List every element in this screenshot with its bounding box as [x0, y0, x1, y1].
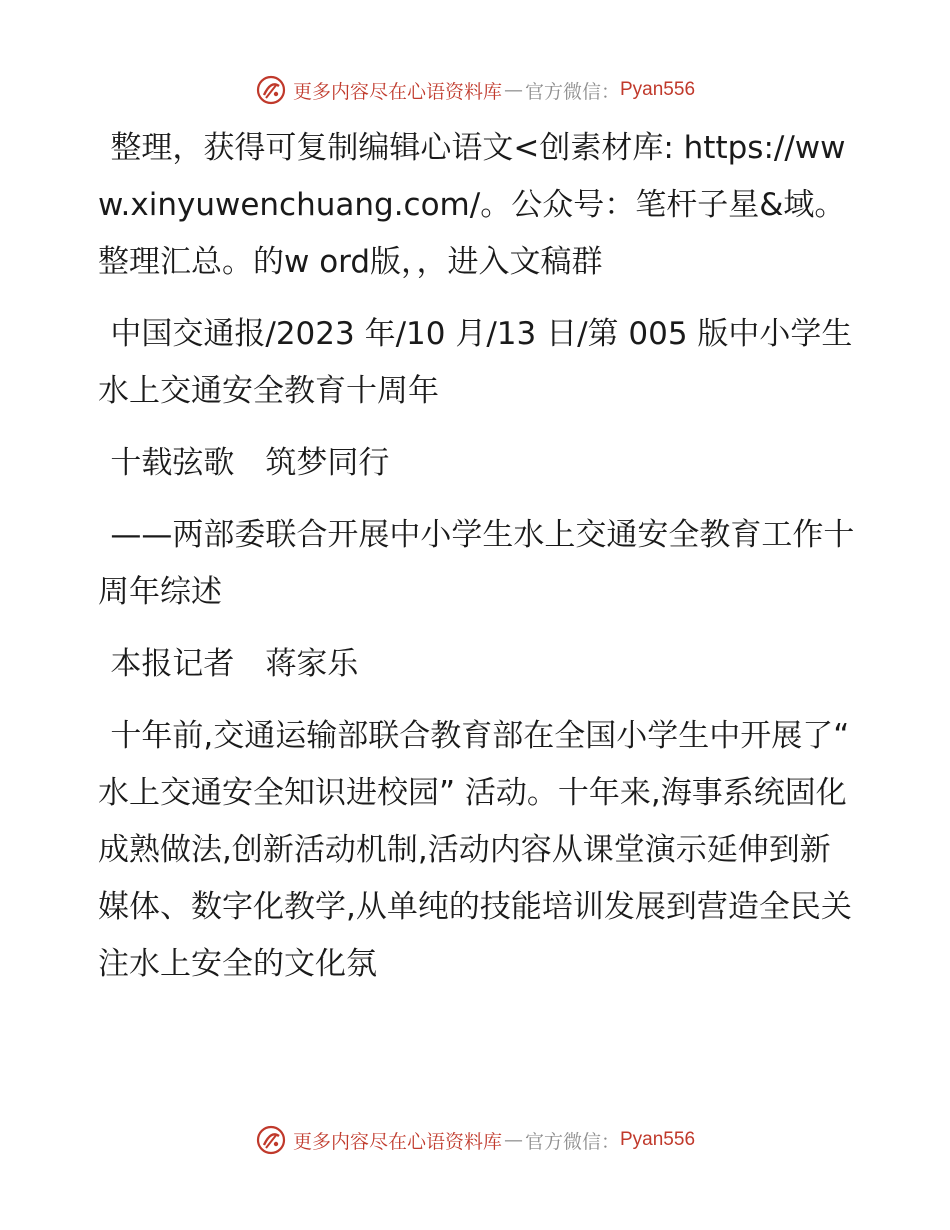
intro-paragraph: 整理，获得可复制编辑心语文<创素材库: https://www.xinyuwenchuang.com/。公众号：笔杆子星&域。整理汇总。的w ord版，，进入文稿群	[98, 130, 846, 280]
banner-wechat-id: Pyan556	[620, 1129, 696, 1150]
body-paragraph: 十年前,交通运输部联合教育部在全国小学生中开展了“ 水上交通安全知识进校园” 活动。十年来,海事系统固化成熟做法,创新活动机制,活动内容从课堂演示延伸到新媒体、数字化教学,从单纯的技能培训发展到营造全民关注水上安全的文化氛	[98, 718, 852, 982]
brand-logo-icon	[255, 74, 287, 106]
document-body	[98, 120, 858, 993]
article-subtitle: ——两部委联合开展中小学生水上交通安全教育工作十周年综述	[98, 517, 855, 610]
footer-watermark-banner	[0, 1120, 950, 1160]
header-watermark-banner	[0, 70, 950, 110]
banner-sub-text: 官方微信：	[524, 80, 620, 103]
banner-sub-text: 官方微信：	[524, 1130, 620, 1153]
banner-main-text: 更多内容尽在心语资料库	[292, 1130, 502, 1153]
banner-wechat-id: Pyan556	[620, 79, 696, 100]
banner-main-text: 更多内容尽在心语资料库	[292, 80, 502, 103]
article-title: 十载弦歌 筑梦同行	[110, 445, 390, 481]
banner-dash: —	[503, 1129, 523, 1151]
author-byline: 本报记者 蒋家乐	[110, 646, 359, 682]
source-line: 中国交通报/2023 年/10 月/13 日/第 005 版中小学生水上交通安全教育十周年	[98, 316, 853, 409]
banner-dash: —	[503, 79, 523, 101]
brand-logo-icon	[255, 1124, 287, 1156]
